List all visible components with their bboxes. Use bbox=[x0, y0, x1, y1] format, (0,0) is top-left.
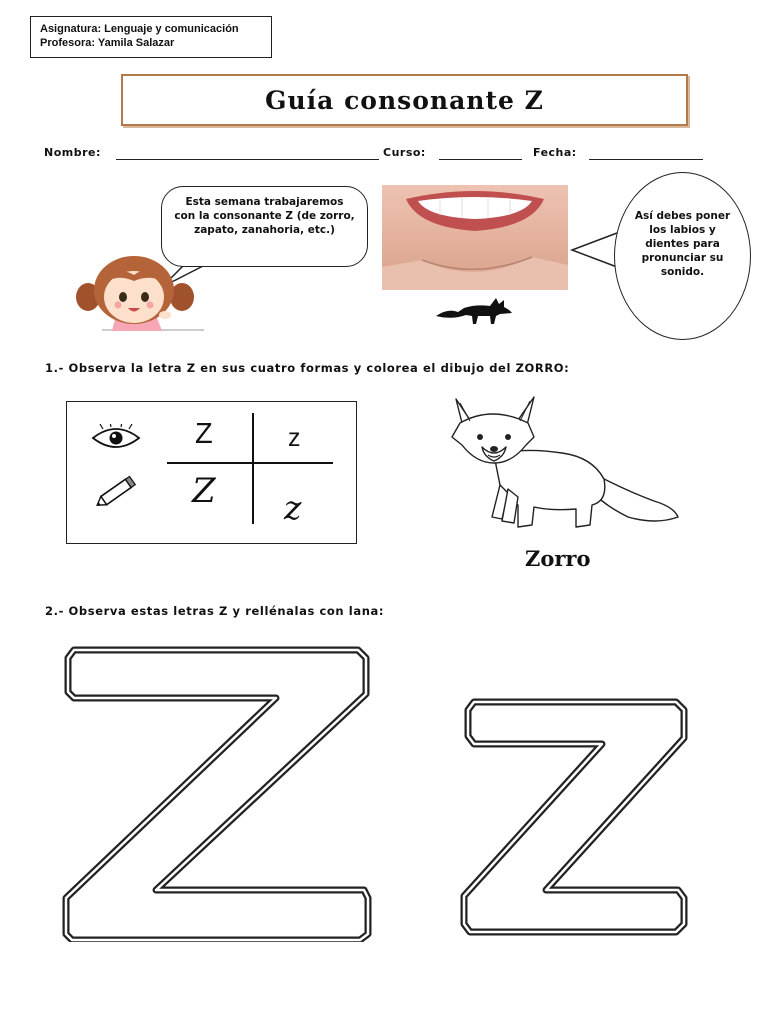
fox-caption: Zorro bbox=[525, 546, 591, 571]
question-2: 2.- Observa estas letras Z y rellénalas con lana: bbox=[45, 604, 385, 618]
letter-print-lower: z bbox=[288, 424, 301, 452]
outline-letter-z-upper[interactable] bbox=[62, 646, 372, 942]
page-title: Guía consonante Z bbox=[265, 86, 544, 115]
fox-coloring-drawing[interactable] bbox=[442, 393, 682, 535]
letter-forms-table bbox=[66, 401, 357, 544]
mouth-photo bbox=[382, 185, 568, 290]
outline-letter-z-lower[interactable] bbox=[460, 698, 690, 938]
course-label: Curso: bbox=[383, 146, 426, 159]
letter-cursive-upper: Z bbox=[192, 471, 216, 511]
bubble-tail-mouth bbox=[568, 225, 620, 275]
pencil-icon bbox=[93, 474, 139, 510]
subject-line: Asignatura: Lenguaje y comunicación bbox=[40, 23, 239, 35]
letter-cursive-lower: z bbox=[284, 488, 302, 527]
question-1: 1.- Observa la letra Z en sus cuatro formas y colorea el dibujo del ZORRO: bbox=[45, 361, 570, 375]
speech-bubble-girl: Esta semana trabajaremos con la consonante Z (de zorro, zapato, zanahoria, etc.) bbox=[161, 186, 368, 267]
date-line[interactable] bbox=[589, 159, 703, 160]
name-line[interactable] bbox=[116, 159, 379, 160]
speech-bubble-mouth: Así debes poner los labios y dientes para pronunciar su sonido. bbox=[614, 172, 751, 340]
teacher-line: Profesora: Yamila Salazar bbox=[40, 37, 175, 49]
course-line[interactable] bbox=[439, 159, 522, 160]
date-label: Fecha: bbox=[533, 146, 577, 159]
fox-silhouette bbox=[434, 294, 514, 326]
name-label: Nombre: bbox=[44, 146, 101, 159]
eye-icon bbox=[91, 424, 141, 452]
subject-info-box bbox=[30, 16, 272, 58]
title-box bbox=[121, 74, 688, 126]
letter-print-upper: Z bbox=[195, 418, 213, 450]
student-fields bbox=[44, 146, 724, 166]
